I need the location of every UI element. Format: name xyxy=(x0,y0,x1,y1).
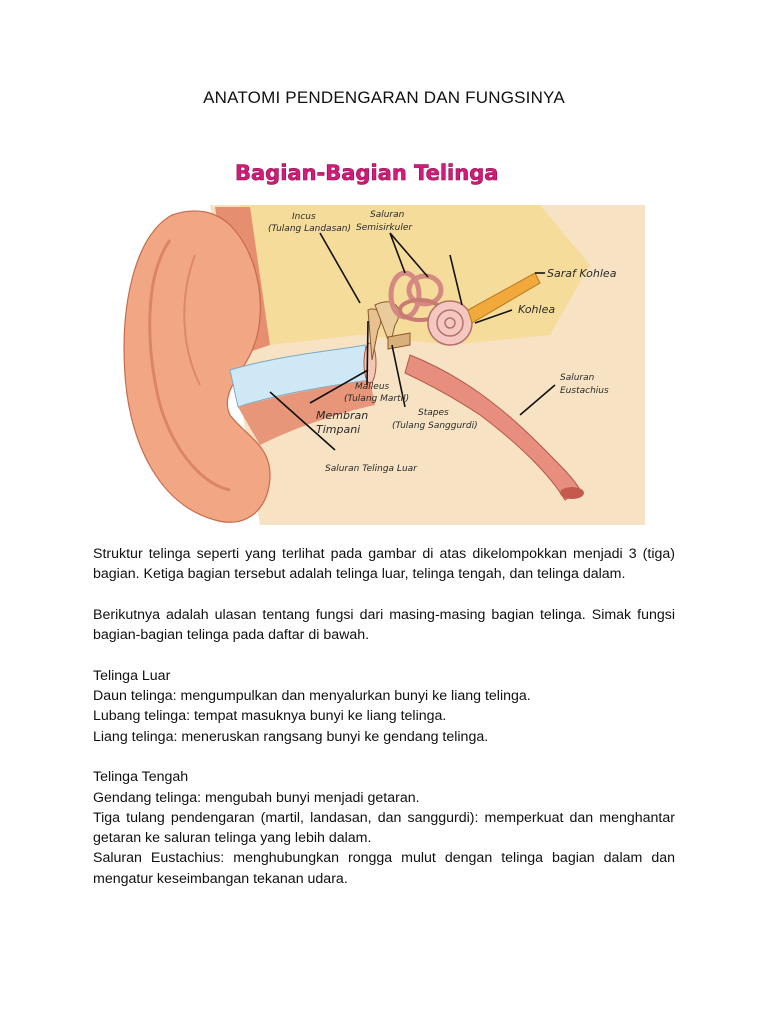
ear-diagram xyxy=(120,145,645,525)
figure-heading: Bagian-Bagian Telinga xyxy=(235,161,499,185)
label-malleus-sub: (Tulang Martil) xyxy=(344,394,410,404)
list-item: Daun telinga: mengumpulkan dan menyalurkan bunyi ke liang telinga. xyxy=(93,688,531,705)
intro-paragraph: Struktur telinga seperti yang terlihat pada gambar di atas dikelompokkan menjadi 3 (tiga) bagian. Ketiga bagian tersebut adalah telinga luar, telinga tengah, dan telinga dalam. xyxy=(93,546,675,583)
cochlea xyxy=(428,301,472,345)
label-kohlea: Kohlea xyxy=(518,303,556,316)
label-membran-sub: Timpani xyxy=(316,423,361,436)
list-item: Tiga tulang pendengaran (martil, landasan, dan sanggurdi): memperkuat dan menghantar getaran ke saluran telinga yang lebih dalam. xyxy=(93,809,675,847)
label-eustachius: Saluran xyxy=(560,373,595,383)
label-stapes: Stapes xyxy=(418,408,449,418)
label-semicircular-sub: Semisirkuler xyxy=(356,223,413,233)
eustachian-opening xyxy=(560,487,584,499)
section-heading-telinga-tengah: Telinga Tengah xyxy=(93,769,189,786)
label-incus: Incus xyxy=(292,212,316,222)
label-malleus: Malleus xyxy=(355,382,390,392)
page-title: ANATOMI PENDENGARAN DAN FUNGSINYA xyxy=(203,88,565,107)
label-eustachius-sub: Eustachius xyxy=(560,386,609,396)
ear-anatomy-figure xyxy=(120,145,645,525)
label-membran: Membran xyxy=(316,409,369,422)
label-saraf-kohlea: Saraf Kohlea xyxy=(547,267,617,280)
section-heading-telinga-luar: Telinga Luar xyxy=(93,667,171,684)
body-text xyxy=(93,544,675,889)
label-semicircular: Saluran xyxy=(370,210,405,220)
list-item: Gendang telinga: mengubah bunyi menjadi getaran. xyxy=(93,789,420,806)
label-incus-sub: (Tulang Landasan) xyxy=(268,224,351,234)
list-item: Lubang telinga: tempat masuknya bunyi ke liang telinga. xyxy=(93,708,447,725)
label-saluran-luar: Saluran Telinga Luar xyxy=(325,464,417,474)
list-item: Liang telinga: meneruskan rangsang bunyi ke gendang telinga. xyxy=(93,728,489,745)
label-stapes-sub: (Tulang Sanggurdi) xyxy=(392,421,478,431)
intro-paragraph-2: Berikutnya adalah ulasan tentang fungsi dari masing-masing bagian telinga. Simak fungsi bagian-bagian telinga pada daftar di bawah. xyxy=(93,606,675,644)
list-item: Saluran Eustachius: menghubungkan rongga mulut dengan telinga bagian dalam dan mengatur keseimbangan tekanan udara. xyxy=(93,850,675,887)
